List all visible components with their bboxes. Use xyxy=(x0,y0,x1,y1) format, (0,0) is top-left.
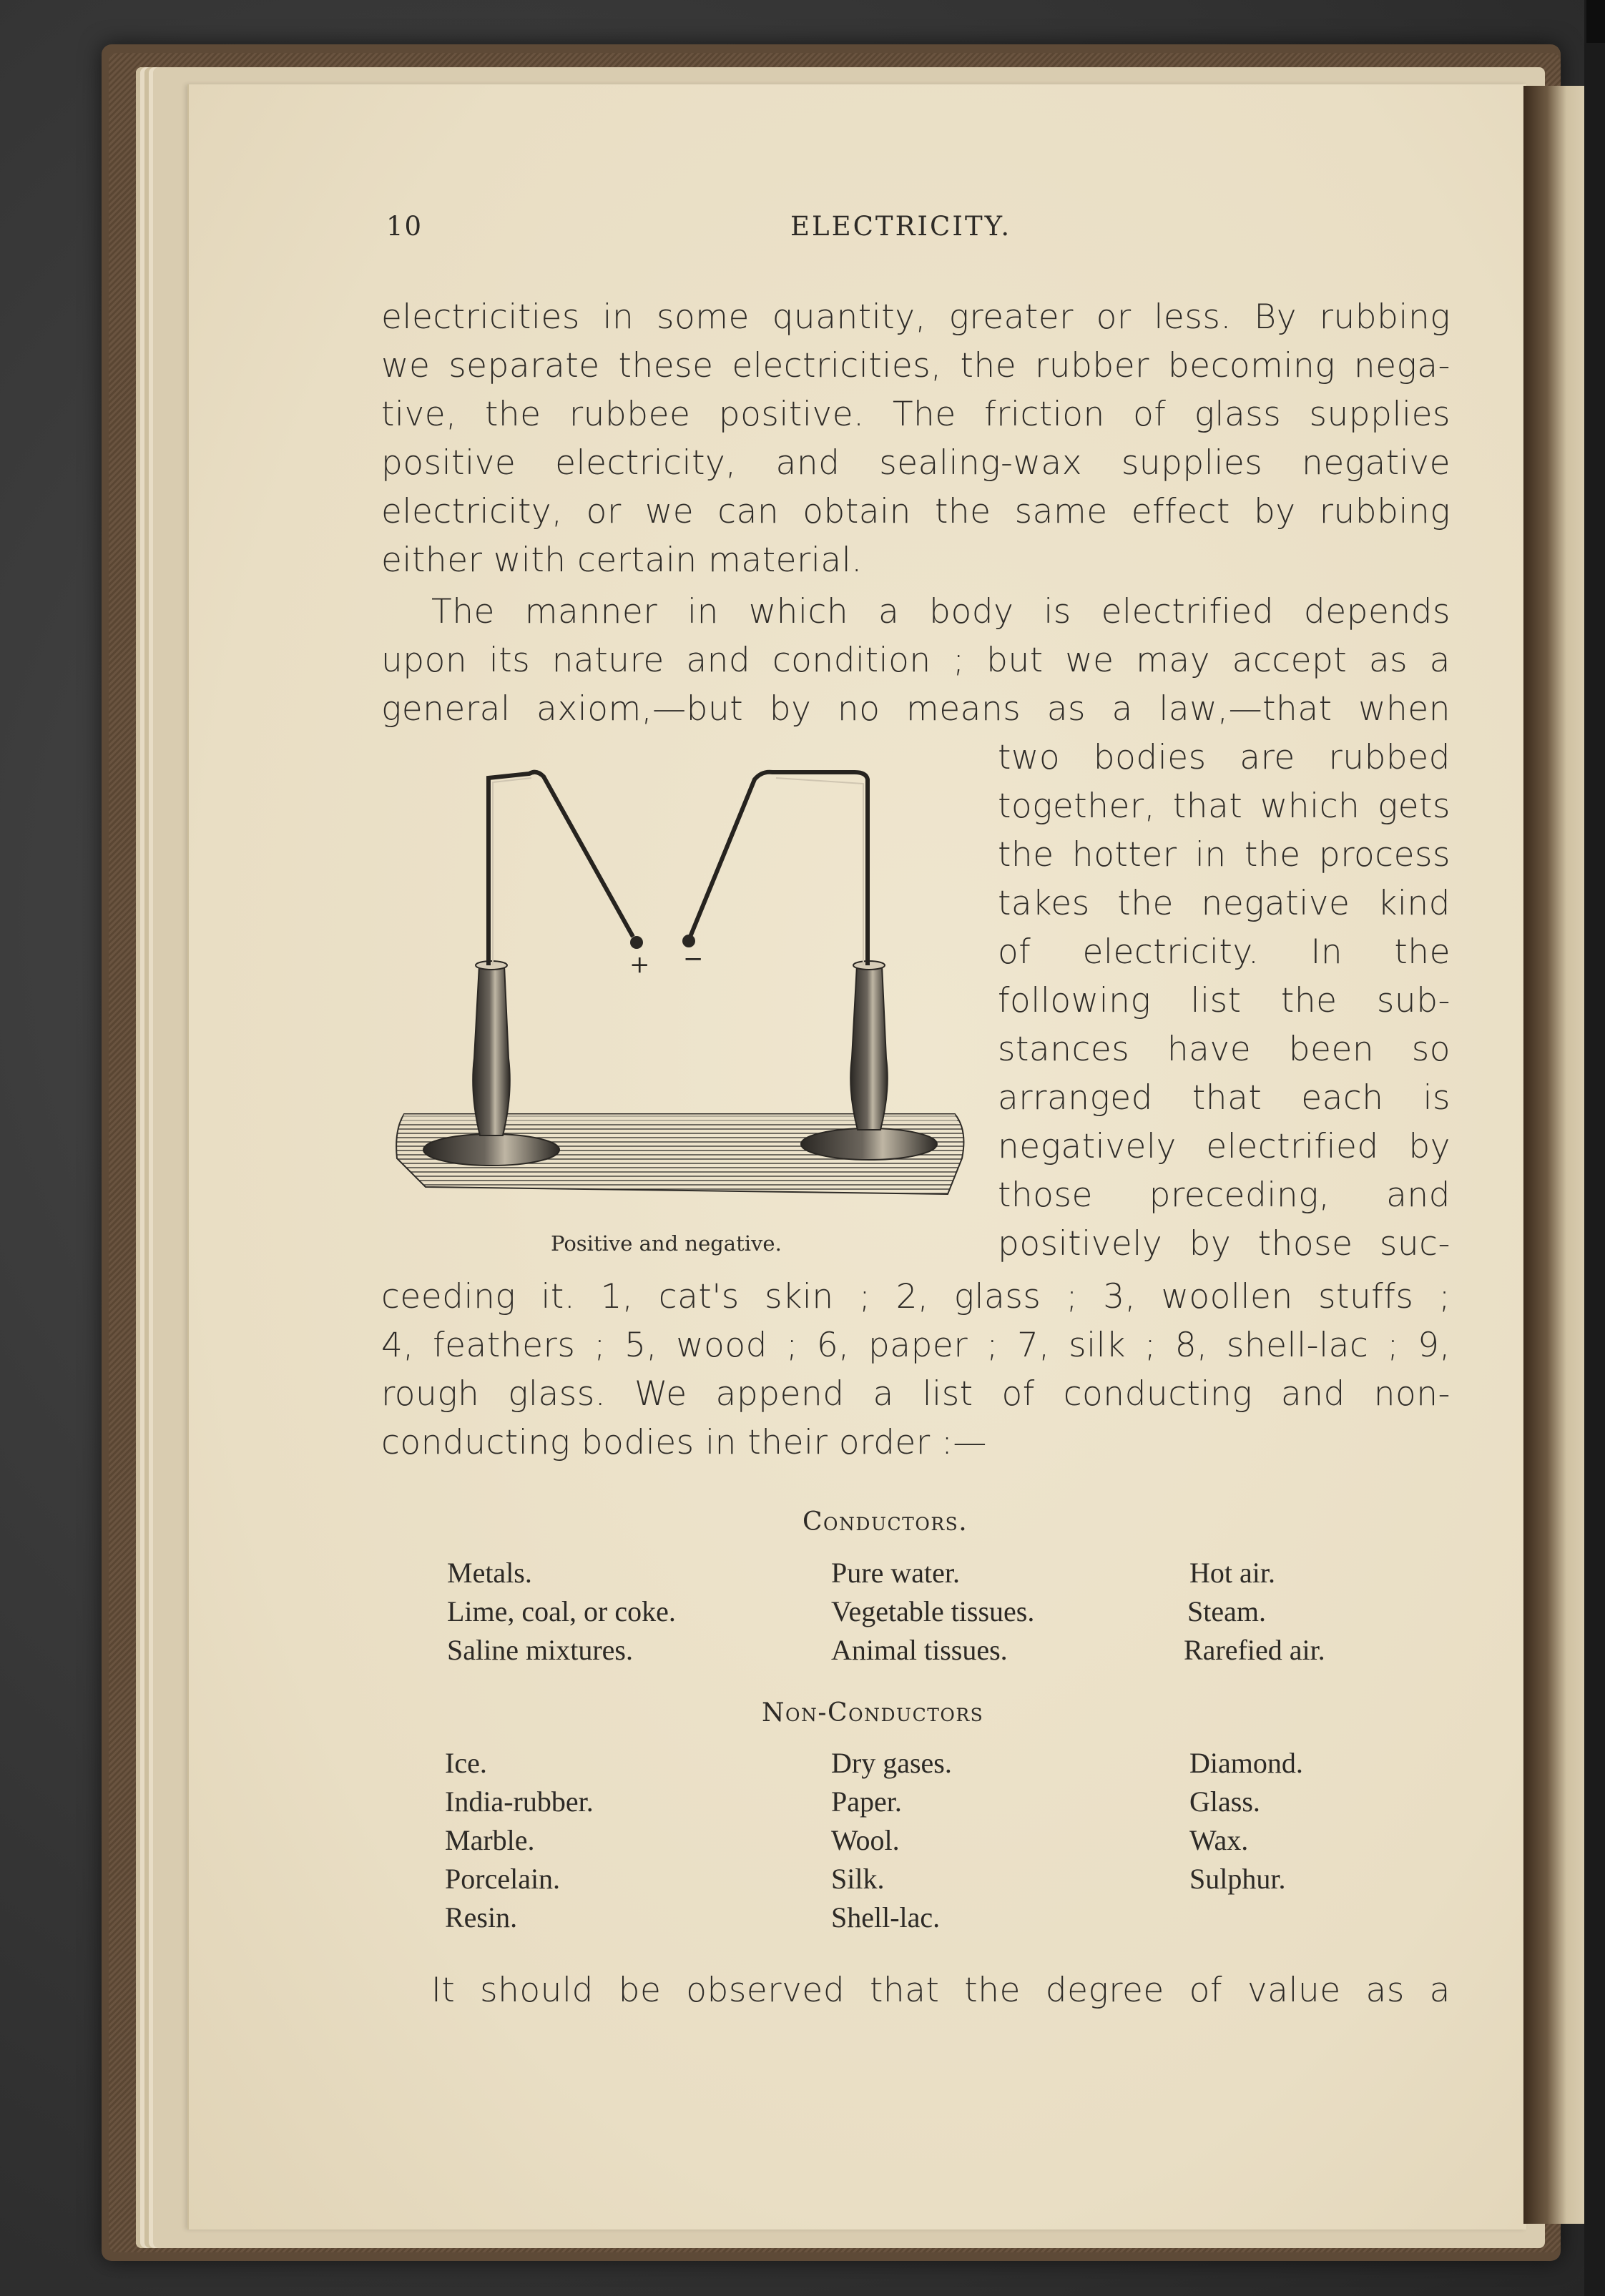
table-cell: Steam. xyxy=(1187,1595,1266,1627)
table-cell: Ice. xyxy=(445,1747,487,1779)
table-cell: Dry gases. xyxy=(831,1747,952,1779)
text-line: those preceding, and xyxy=(998,1176,1451,1215)
table-cell: Animal tissues. xyxy=(831,1634,1008,1666)
left-ball xyxy=(630,936,643,949)
non-conductors-heading: Non-Conductors xyxy=(762,1698,984,1728)
table-cell: Wool. xyxy=(831,1824,900,1856)
text-line: either with certain material. xyxy=(381,541,863,580)
table-cell: Hot air. xyxy=(1189,1557,1275,1589)
table-cell: Rarefied air. xyxy=(1184,1634,1325,1666)
right-stand-column xyxy=(850,965,888,1130)
right-rod xyxy=(690,772,868,965)
text-line: positive electricity, and sealing-wax supplies negative xyxy=(381,443,1451,483)
table-cell: Silk. xyxy=(831,1863,885,1895)
table-cell: Porcelain. xyxy=(445,1863,561,1895)
text-line: The manner in which a body is electrified depends xyxy=(431,592,1451,631)
text-line: positively by those suc- xyxy=(998,1224,1451,1263)
table-cell: Metals. xyxy=(447,1557,532,1589)
minus-sign: − xyxy=(683,945,704,973)
scanner-edge xyxy=(1584,0,1605,2296)
text-line: upon its nature and condition ; but we may accept as a xyxy=(381,641,1451,680)
left-stand-cap xyxy=(476,961,507,970)
electroscope-illustration xyxy=(390,758,976,1223)
text-line: It should be observed that the degree of value as a xyxy=(431,1971,1451,2010)
table-cell: Wax. xyxy=(1189,1824,1249,1856)
table-cell: Saline mixtures. xyxy=(447,1634,633,1666)
table-cell: Sulphur. xyxy=(1189,1863,1286,1895)
left-stand-column xyxy=(473,965,510,1135)
text-line: takes the negative kind xyxy=(998,884,1451,923)
text-line: electricity, or we can obtain the same effect by rubbing xyxy=(381,492,1451,531)
table-cell: Glass. xyxy=(1189,1785,1260,1818)
running-head: ELECTRICITY. xyxy=(790,211,1012,242)
scanner-clip xyxy=(1586,0,1605,43)
left-rod xyxy=(489,772,633,965)
text-line: of electricity. In the xyxy=(998,932,1451,972)
table-cell: Vegetable tissues. xyxy=(831,1595,1035,1627)
text-line: electricities in some quantity, greater or less. By rubbing xyxy=(381,297,1451,337)
text-line: 4, feathers ; 5, wood ; 6, paper ; 7, silk ; 8, shell-lac ; 9, xyxy=(381,1326,1451,1365)
table-cell: Marble. xyxy=(445,1824,535,1856)
table-cell: Resin. xyxy=(445,1901,518,1933)
table-cell: Diamond. xyxy=(1189,1747,1303,1779)
text-line: conducting bodies in their order :— xyxy=(381,1423,987,1462)
text-line: tive, the rubbee positive. The friction of glass supplies xyxy=(381,395,1451,434)
page-number: 10 xyxy=(386,211,423,242)
table-cell: Shell-lac. xyxy=(831,1901,941,1933)
conductors-heading: Conductors. xyxy=(802,1507,968,1537)
text-line: arranged that each is xyxy=(998,1078,1451,1118)
text-line: we separate these electricities, the rubber becoming nega- xyxy=(381,346,1451,385)
text-line: general axiom,—but by no means as a law,—that when xyxy=(381,689,1451,729)
table-cell: Pure water. xyxy=(831,1557,960,1589)
table-cell: Paper. xyxy=(831,1785,902,1818)
text-line: together, that which gets xyxy=(998,787,1451,826)
text-line: following list the sub- xyxy=(998,981,1451,1020)
text-line: ceeding it. 1, cat's skin ; 2, glass ; 3, woollen stuffs ; xyxy=(381,1277,1451,1316)
text-line: stances have been so xyxy=(998,1030,1451,1069)
left-rod-highlight xyxy=(493,778,531,965)
text-line: two bodies are rubbed xyxy=(998,738,1451,777)
text-line: rough glass. We append a list of conducting and non- xyxy=(381,1374,1451,1414)
figure-caption: Positive and negative. xyxy=(551,1231,782,1256)
left-stand-foot xyxy=(423,1134,559,1166)
right-rod-highlight xyxy=(776,778,863,965)
text-line: negatively electrified by xyxy=(998,1127,1451,1166)
table-cell: India-rubber. xyxy=(445,1785,594,1818)
text-line: the hotter in the process xyxy=(998,835,1451,874)
right-stand-foot xyxy=(801,1128,937,1160)
plus-sign: + xyxy=(629,950,650,979)
table-cell: Lime, coal, or coke. xyxy=(447,1595,676,1627)
